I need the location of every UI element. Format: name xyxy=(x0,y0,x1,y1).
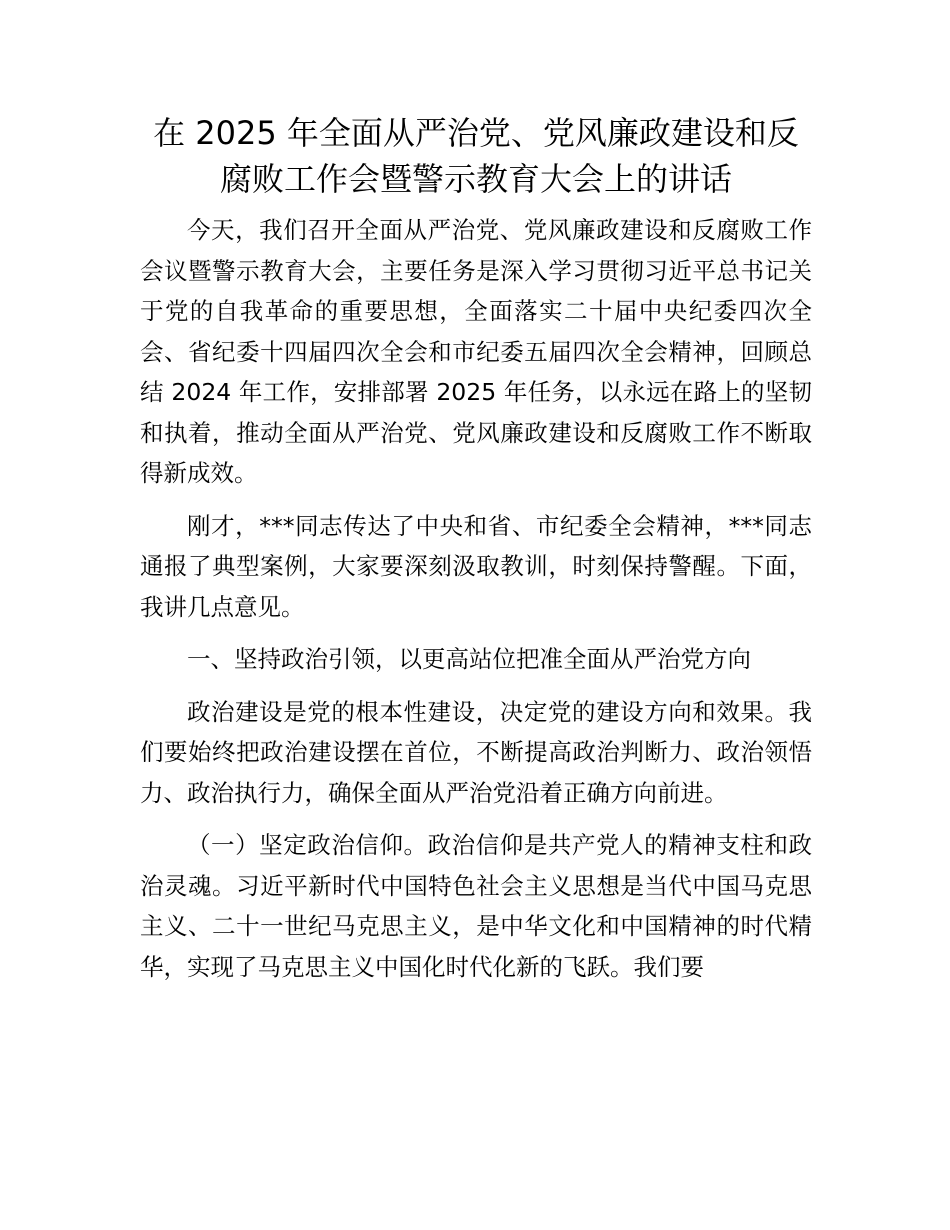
intro-paragraph: 今天，我们召开全面从严治党、党风廉政建设和反腐败工作会议暨警示教育大会，主要任务是深入学习贯彻习近平总书记关于党的自我革命的重要思想，全面落实二十届中央纪委四次全会、省纪委十四届四次全会和市纪委五届四次全会精神，回顾总结 2024 年工作，安排部署 2025 年任务，以永远在路上的坚韧和执着，推动全面从严治党、党风廉政建设和反腐败工作不断取得新成效。 xyxy=(140,216,812,487)
context-paragraph: 刚才，***同志传达了中央和省、市纪委全会精神，***同志通报了典型案例，大家要深刻汲取教训，时刻保持警醒。下面，我讲几点意见。 xyxy=(140,511,812,621)
title-line-1: 在 2025 年全面从严治党、党风廉政建设和反 xyxy=(153,114,799,152)
document-body xyxy=(140,110,812,999)
title-line-2: 腐败工作会暨警示教育大会上的讲话 xyxy=(219,160,732,198)
document-title xyxy=(140,110,812,202)
subsection-paragraph: （一）坚定政治信仰。政治信仰是共产党人的精神支柱和政治灵魂。习近平新时代中国特色社会主义思想是当代中国马克思主义、二十一世纪马克思主义，是中华文化和中国精神的时代精华，实现了马克思主义中国化时代化新的飞跃。我们要 xyxy=(140,831,812,981)
section-heading: 一、坚持政治引领，以更高站位把准全面从严治党方向 xyxy=(187,645,751,673)
section-paragraph: 政治建设是党的根本性建设，决定党的建设方向和效果。我们要始终把政治建设摆在首位，不断提高政治判断力、政治领悟力、政治执行力，确保全面从严治党沿着正确方向前进。 xyxy=(140,697,812,807)
